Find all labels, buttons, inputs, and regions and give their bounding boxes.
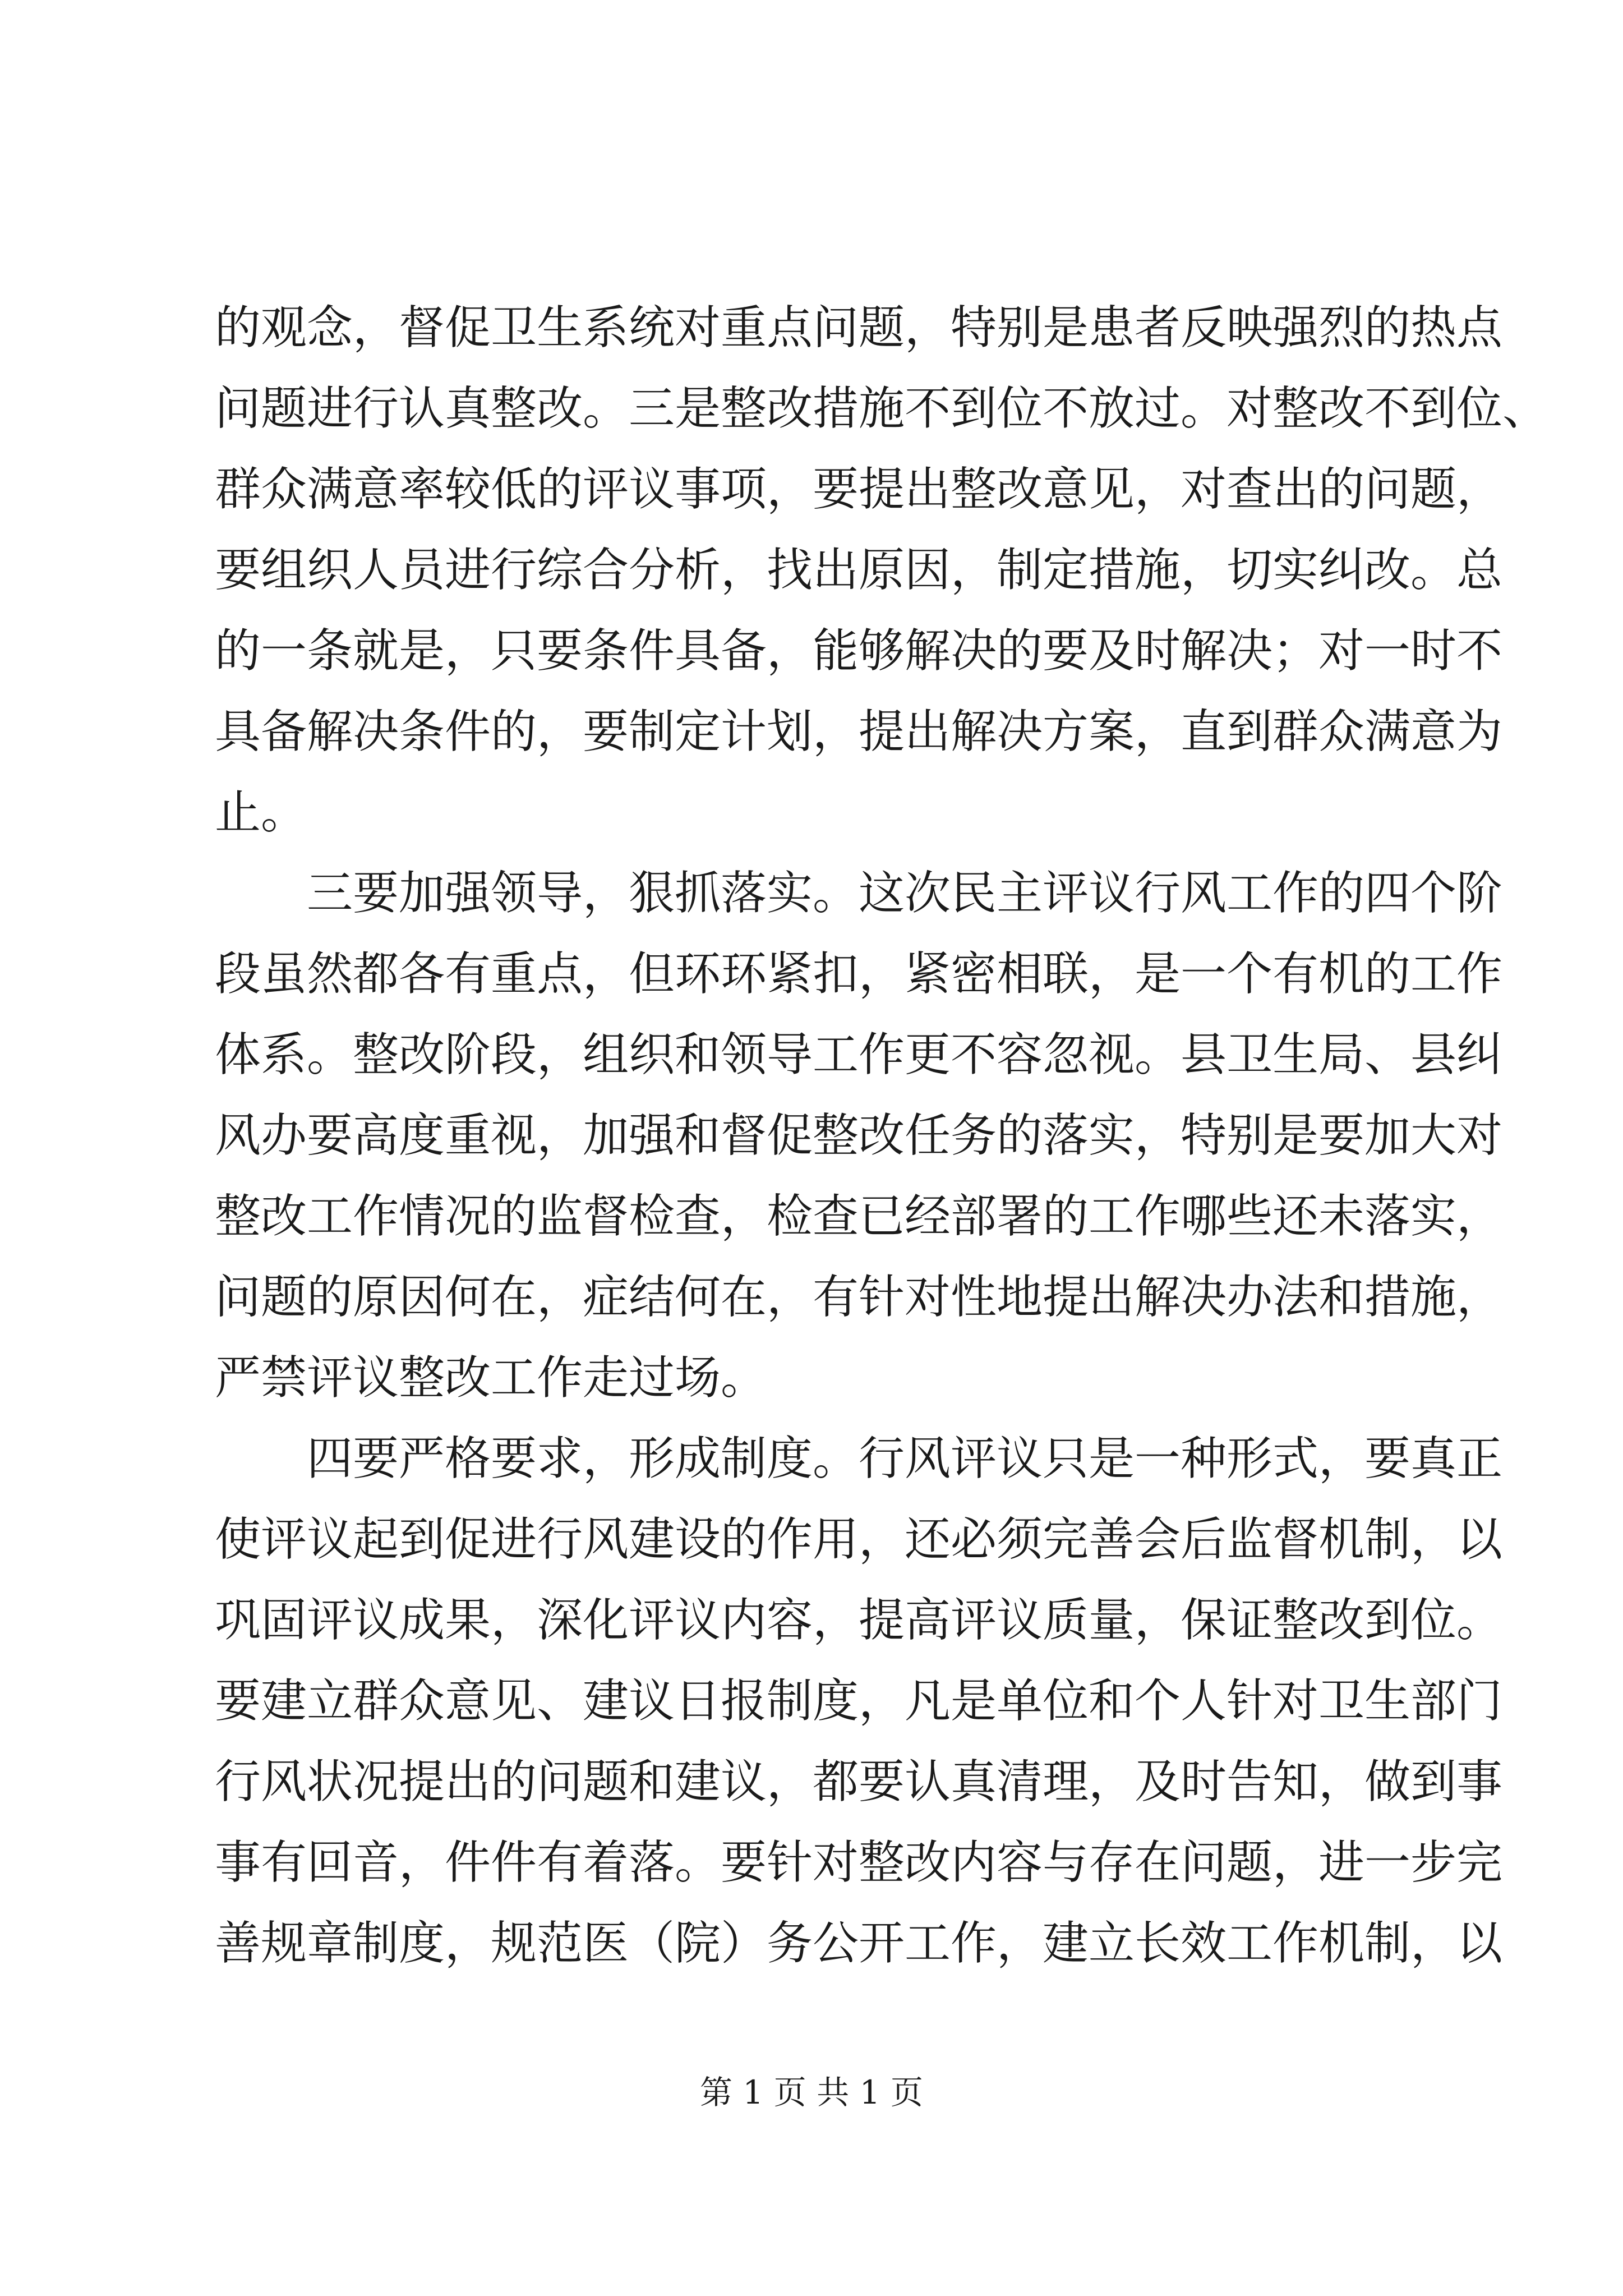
paragraph-start-line: 四要严格要求，形成制度。行风评议只是一种形式，要真正: [307, 1432, 1503, 1485]
text-line: 的一条就是，只要条件具备，能够解决的要及时解决；对一时不: [215, 624, 1503, 678]
text-line: 止。: [215, 786, 307, 839]
text-line: 善规章制度，规范医（院）务公开工作，建立长效工作机制，以: [215, 1917, 1503, 1970]
text-line: 事有回音，件件有着落。要针对整改内容与存在问题，进一步完: [215, 1836, 1503, 1889]
paragraph-start-line: 三要加强领导，狠抓落实。这次民主评议行风工作的四个阶: [307, 867, 1503, 920]
text-line: 整改工作情况的监督检查，检查已经部署的工作哪些还未落实，: [215, 1190, 1503, 1243]
text-line: 使评议起到促进行风建设的作用，还必须完善会后监督机制，以: [215, 1513, 1503, 1566]
text-line: 群众满意率较低的评议事项，要提出整改意见，对查出的问题，: [215, 463, 1503, 516]
text-line: 的观念，督促卫生系统对重点问题，特别是患者反映强烈的热点: [215, 301, 1503, 355]
text-line: 段虽然都各有重点，但环环紧扣，紧密相联，是一个有机的工作: [215, 947, 1503, 1001]
text-line: 巩固评议成果，深化评议内容，提高评议质量，保证整改到位。: [215, 1594, 1503, 1647]
text-line: 要组织人员进行综合分析，找出原因，制定措施，切实纠改。总: [215, 544, 1503, 597]
text-line: 问题的原因何在，症结何在，有针对性地提出解决办法和措施，: [215, 1271, 1503, 1324]
text-line: 行风状况提出的问题和建议，都要认真清理，及时告知，做到事: [215, 1755, 1503, 1809]
page-number-footer: 第 1 页 共 1 页: [700, 2073, 923, 2111]
text-line: 要建立群众意见、建议日报制度，凡是单位和个人针对卫生部门: [215, 1674, 1503, 1728]
text-line: 风办要高度重视，加强和督促整改任务的落实，特别是要加大对: [215, 1109, 1503, 1162]
text-line: 体系。整改阶段，组织和领导工作更不容忽视。县卫生局、县纠: [215, 1028, 1503, 1082]
text-line: 严禁评议整改工作走过场。: [215, 1351, 767, 1405]
text-line: 具备解决条件的，要制定计划，提出解决方案，直到群众满意为: [215, 705, 1503, 758]
text-line: 问题进行认真整改。三是整改措施不到位不放过。对整改不到位、: [215, 382, 1549, 435]
